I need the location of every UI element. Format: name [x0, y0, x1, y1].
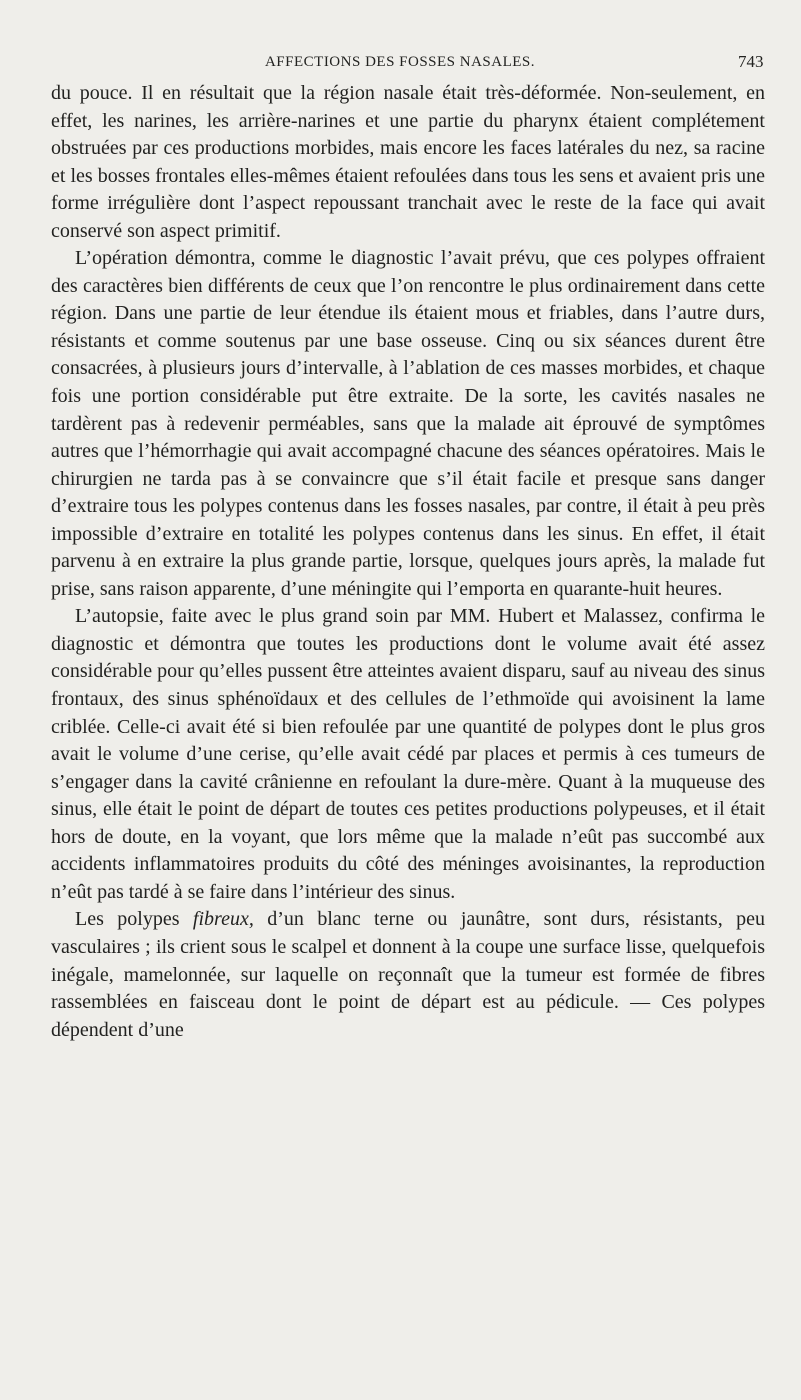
- term-fibreux: fibreux,: [192, 908, 254, 931]
- page-number: 743: [738, 52, 764, 71]
- paragraph-operation: L’opération démontra, comme le diagnostic l’avait prévu, que ces polypes offraient des caractères bien différents de ceux que l’on rencontre le plus ordinairement dans cette région. Dans une partie de leur étendue ils étaient mous et friables, dans l’autre durs, résistants et comme soutenus par une base osseuse. Cinq ou six séances durent être consacrées, à plusieurs jours d’intervalle, à l’ablation de ces masses morbides, et chaque fois une portion considérable put être extraite. De la sorte, les cavités nasales ne tardèrent pas à redevenir perméables, sans que la malade ait éprouvé de symptômes autres que l’hémorrhagie qui avait accompagné chacune des séances opératoires. Mais le chirurgien ne tarda pas à se convaincre que s’il était facile et presque sans danger d’extraire tous les polypes contenus dans les fosses nasales, par contre, il était à peu près impossible d’extraire en totalité les polypes contenus dans les sinus. En effet, il était parvenu à en extraire la plus grande partie, lorsque, quelques jours après, la malade fut prise, sans raison apparente, d’une méningite qui l’emporta en quarante-huit heures.: [51, 247, 765, 600]
- body-text: [51, 80, 765, 1044]
- paragraph-fibrous-polyps-body: d’un blanc terne ou jaunâtre, sont durs, résistants, peu vasculaires ; ils crient sous le scalpel et donnent à la coupe une surface lisse, quelquefois inégale, mamelonnée, sur laquelle on reçonnaît que la tumeur est formée de fibres rassemblées en faisceau dont le point de départ est au pédicule. — Ces polypes dépendent d’une: [51, 908, 765, 1041]
- paragraph-continuation: du pouce. Il en résultait que la région nasale était très-déformée. Non-seulement, en effet, les narines, les arrière-narines et une partie du pharynx étaient complétement obstruées par ces productions morbides, mais encore les faces latérales du nez, sa racine et les bosses frontales elles-mêmes étaient refoulées dans tous les sens et avaient pris une forme irrégulière dont l’aspect repoussant tranchait avec le reste de la face qui avait conservé son aspect primitif.: [51, 82, 765, 242]
- paragraph-fibrous-polyps-lead: Les polypes: [75, 908, 193, 931]
- paragraph-autopsy: L’autopsie, faite avec le plus grand soin par MM. Hubert et Malassez, confirma le diagnostic et démontra que toutes les productions dont le volume avait été assez considérable pour qu’elles pussent être atteintes avaient disparu, sauf au niveau des sinus frontaux, des sinus sphénoïdaux et des cellules de l’ethmoïde qui avoisinent la lame criblée. Celle-ci avait été si bien refoulée par une quantité de polypes dont le plus gros avait le volume d’une cerise, qu’elle avait cédé par places et permis à ces tumeurs de s’engager dans la cavité crânienne en refoulant la dure-mère. Quant à la muqueuse des sinus, elle était le point de départ de toutes ces petites productions polypeuses, et il était hors de doute, en la voyant, que lors même que la malade n’eût pas succombé aux accidents inflammatoires produits du côté des méninges avoisinantes, la reproduction n’eût pas tardé à se faire dans l’intérieur des sinus.: [51, 605, 765, 903]
- running-head: AFFECTIONS DES FOSSES NASALES.: [264, 54, 536, 70]
- paragraph-fibrous-polyps: [51, 906, 765, 1044]
